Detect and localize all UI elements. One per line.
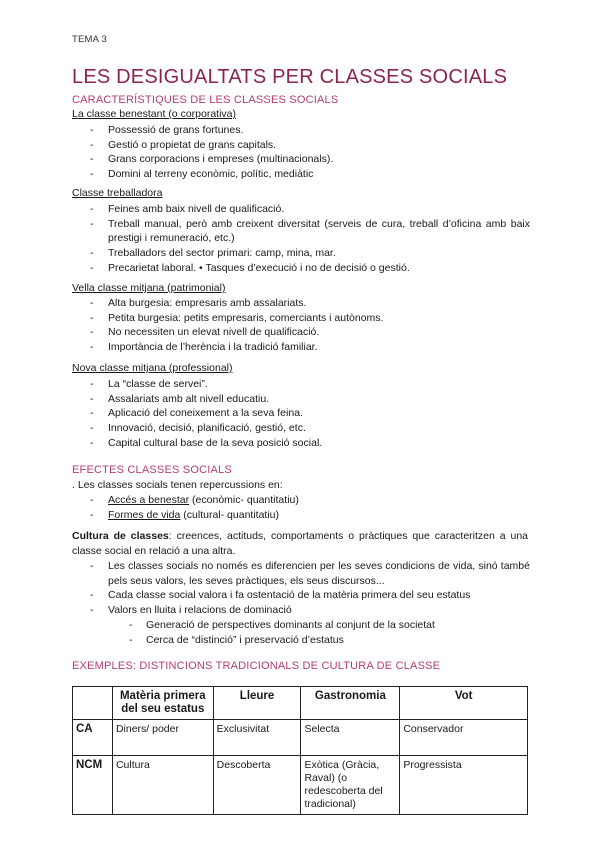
list-item: - Treballadors del sector primari: camp, mina, mar. [0,246,600,261]
section-heading-examples: EXEMPLES: DISTINCIONS TRADICIONALS DE CULTURA DE CLASSE [72,660,441,672]
list-item: - Domini al terreny econòmic, polític, mediàtic [0,167,600,182]
list-old-middle-class [0,296,600,355]
page-header: TEMA 3 [72,34,107,45]
group-label-working-class: Classe treballadora [72,187,163,199]
table-header-row [73,687,528,720]
effects-intro: . Les classes socials tenen repercussions en: [72,479,283,491]
list-item: - Importància de l’herència i la tradició familiar. [0,340,600,355]
culture-definition-text: : creences, actituds, comportaments o pràctiques que caracteritzen a una classe social en relació a una altra. [72,530,529,557]
group-label-upper-class: La classe benestant (o corporativa) [72,108,237,120]
group-label-old-middle-class: Vella classe mitjana (patrimonial) [72,282,226,294]
table-header-cell: Lleure [213,687,301,720]
table-cell: Diners/ poder [112,720,213,756]
table-cell: Exòtica (Gràcia, Raval) (o redescoberta del tradicional) [301,756,400,815]
list-item: - Treball manual, però amb creixent diversitat (serveis de cura, treball d’oficina amb baix prestigi i remuneració, etc.) [0,217,600,246]
effect-term: Accés a benestar [108,494,190,506]
table-row [73,756,528,815]
section-heading-effects: EFECTES CLASSES SOCIALS [72,464,232,476]
effect-term: Formes de vida [108,508,181,521]
table-cell: Exclusivitat [213,720,301,756]
list-item: - Alta burgesia: empresaris amb assalariats. [0,296,600,311]
list-item: - Cerca de “distinció” i preservació d’estatus [0,633,600,648]
list-item: - La “classe de servei”. [0,377,600,392]
list-item: - Valors en lluita i relacions de dominació [0,603,600,618]
list-item: - Possessió de grans fortunes. [0,123,600,138]
list-item [0,508,600,523]
table-row [73,720,528,756]
list-item: - Petita burgesia: petits empresaris, comerciants i autònoms. [0,311,600,326]
table-cell: CA [73,720,113,756]
table-cell: Cultura [112,756,213,815]
effect-detail: (cultural- quantitatiu) [180,508,280,521]
culture-table [72,686,528,815]
list-new-middle-class [0,377,600,451]
table-header-cell: Gastronomia [301,687,400,720]
culture-term: Cultura de classes [72,530,169,542]
effect-detail: (econòmic- quantitatiu) [189,494,299,506]
list-item: - Innovació, decisió, planificació, gestió, etc. [0,421,600,436]
page-title: LES DESIGUALTATS PER CLASSES SOCIALS [72,66,508,88]
table-header-cell: Matèria primera del seu estatus [112,687,213,720]
list-effects [0,493,600,522]
table-header-cell: Vot [400,687,528,720]
group-label-new-middle-class: Nova classe mitjana (professional) [72,362,233,374]
list-culture [0,559,600,618]
list-item: - No necessiten un elevat nivell de qualificació. [0,325,600,340]
list-item: - Precarietat laboral. • Tasques d’execució i no de decisió o gestió. [0,261,600,276]
list-item [0,493,600,508]
list-item: - Feines amb baix nivell de qualificació. [0,202,600,217]
table-cell: Conservador [400,720,528,756]
list-item: - Grans corporacions i empreses (multinacionals). [0,152,600,167]
list-item: - Generació de perspectives dominants al conjunt de la societat [0,618,600,633]
list-item: - Aplicació del coneixement a la seva feina. [0,406,600,421]
table-cell: Selecta [301,720,400,756]
list-item: - Les classes socials no només es diferencien per les seves condicions de vida, sinó també pels seus valors, les seves pràctiques, els seus discursos... [0,559,600,588]
list-upper-class [0,123,600,182]
table-cell: NCM [73,756,113,815]
list-item: - Gestió o propietat de grans capitals. [0,138,600,153]
section-heading-characteristics: CARACTERÍSTIQUES DE LES CLASSES SOCIALS [72,94,339,106]
list-item: - Assalariats amb alt nivell educatiu. [0,392,600,407]
list-working-class [0,202,600,276]
table-cell: Descoberta [213,756,301,815]
list-culture-sub [0,618,600,647]
list-item: - Cada classe social valora i fa ostentació de la matèria primera del seu estatus [0,588,600,603]
list-item: - Capital cultural base de la seva posició social. [0,436,600,451]
culture-definition [72,529,528,558]
table-header-cell [73,687,113,720]
table-cell: Progressista [400,756,528,815]
